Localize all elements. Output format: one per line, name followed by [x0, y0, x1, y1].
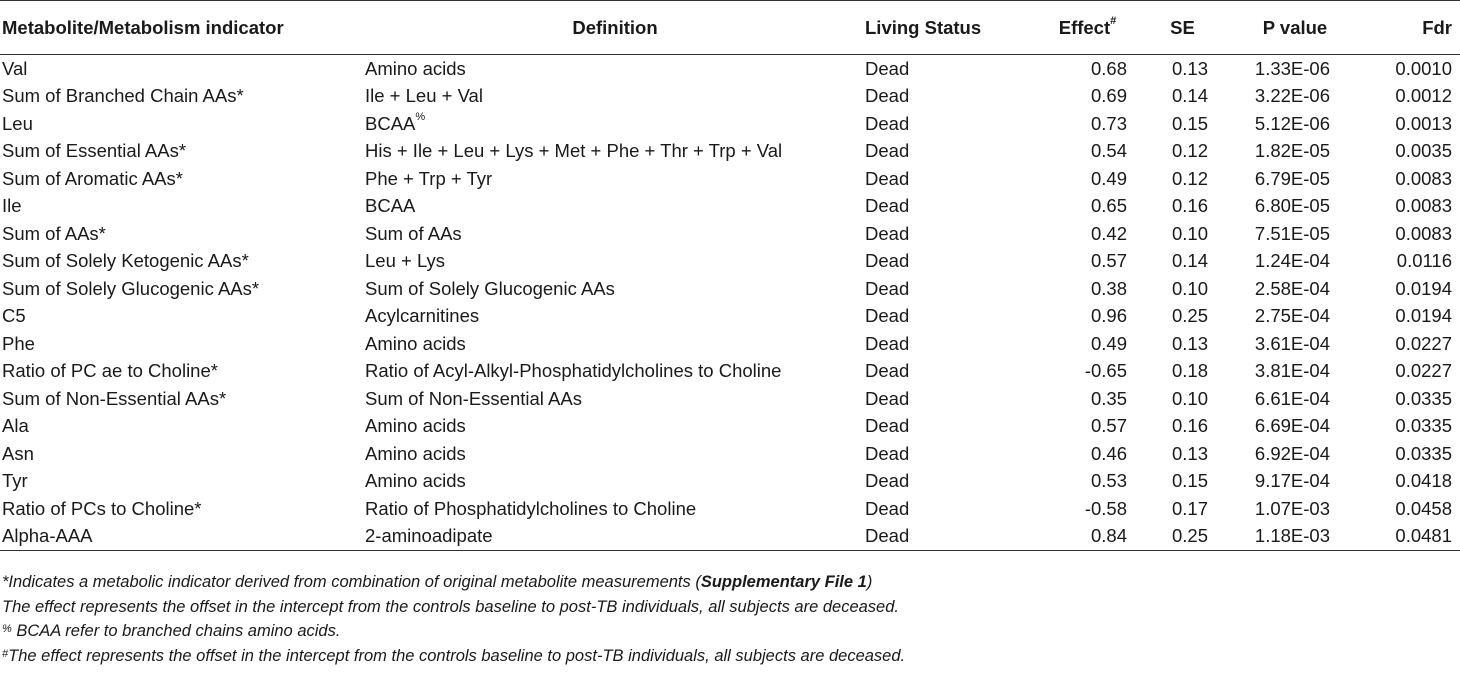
cell-living-status-text: Dead: [865, 222, 910, 244]
cell-p-value: [1220, 385, 1370, 413]
cell-definition-text: Amino acids: [365, 332, 466, 354]
cell-p-value-text: 1.24E-04: [1254, 250, 1330, 272]
table-row: [0, 138, 1460, 166]
cell-fdr-text: 0.0013: [1395, 112, 1452, 134]
cell-definition-text: Amino acids: [365, 442, 466, 464]
header-effect-label: Effect: [1058, 16, 1111, 38]
cell-effect: [1030, 275, 1145, 303]
cell-metabolite-text: Tyr: [2, 470, 28, 492]
cell-se: [1145, 330, 1220, 358]
cell-definition: [365, 110, 865, 138]
cell-metabolite: [0, 83, 365, 111]
cell-metabolite: [0, 440, 365, 468]
table-row: [0, 83, 1460, 111]
cell-fdr: [1370, 330, 1460, 358]
cell-effect-text: 0.49: [1090, 332, 1127, 354]
table-row: [0, 220, 1460, 248]
table-row: [0, 193, 1460, 221]
cell-effect: [1030, 193, 1145, 221]
cell-se: [1145, 165, 1220, 193]
cell-definition: [365, 303, 865, 331]
cell-fdr-text: 0.0227: [1395, 360, 1452, 382]
cell-metabolite-text: Ile: [2, 195, 22, 217]
header-p-value: P value: [1220, 1, 1370, 55]
cell-living-status: [865, 523, 1030, 551]
cell-living-status: [865, 110, 1030, 138]
cell-p-value-text: 3.81E-04: [1254, 360, 1330, 382]
cell-definition: [365, 220, 865, 248]
header-metabolite: Metabolite/Metabolism indicator: [0, 1, 365, 55]
cell-fdr-text: 0.0227: [1395, 332, 1452, 354]
cell-p-value-text: 6.80E-05: [1254, 195, 1330, 217]
table-row: [0, 303, 1460, 331]
cell-p-value: [1220, 275, 1370, 303]
cell-effect-text: 0.96: [1090, 305, 1127, 327]
cell-effect: [1030, 165, 1145, 193]
cell-p-value: [1220, 495, 1370, 523]
cell-se: [1145, 248, 1220, 276]
cell-effect: [1030, 440, 1145, 468]
cell-definition-text: Sum of Solely Glucogenic AAs: [365, 277, 615, 299]
cell-metabolite: [0, 248, 365, 276]
cell-se: [1145, 303, 1220, 331]
cell-se: [1145, 83, 1220, 111]
cell-se: [1145, 468, 1220, 496]
cell-definition: [365, 468, 865, 496]
footnote-1: [2, 570, 905, 595]
cell-metabolite: [0, 495, 365, 523]
cell-metabolite-text: Sum of Branched Chain AAs*: [2, 85, 244, 107]
cell-p-value: [1220, 358, 1370, 386]
cell-definition: [365, 330, 865, 358]
table-row: [0, 55, 1460, 83]
cell-effect: [1030, 523, 1145, 551]
cell-definition: [365, 55, 865, 83]
cell-metabolite-text: Ratio of PC ae to Choline*: [2, 360, 218, 382]
cell-se-text: 0.16: [1171, 195, 1208, 217]
cell-living-status-text: Dead: [865, 470, 910, 492]
cell-p-value: [1220, 220, 1370, 248]
cell-effect-text: 0.73: [1090, 112, 1127, 134]
cell-definition-text: BCAA: [365, 112, 416, 134]
cell-se: [1145, 385, 1220, 413]
cell-se: [1145, 275, 1220, 303]
table-row: [0, 358, 1460, 386]
cell-living-status-text: Dead: [865, 140, 910, 162]
cell-metabolite: [0, 55, 365, 83]
cell-definition-text: Sum of Non-Essential AAs: [365, 387, 582, 409]
header-se: SE: [1145, 1, 1220, 55]
cell-metabolite-text: Phe: [2, 332, 35, 354]
table-row: [0, 110, 1460, 138]
cell-fdr-text: 0.0083: [1395, 167, 1452, 189]
cell-effect-text: 0.35: [1090, 387, 1127, 409]
cell-p-value: [1220, 55, 1370, 83]
table-body: [0, 55, 1460, 551]
table-row: [0, 385, 1460, 413]
cell-se: [1145, 358, 1220, 386]
cell-se-text: 0.13: [1171, 57, 1208, 79]
cell-fdr: [1370, 165, 1460, 193]
cell-metabolite: [0, 413, 365, 441]
cell-se: [1145, 193, 1220, 221]
cell-se-text: 0.12: [1171, 140, 1208, 162]
cell-metabolite-text: Val: [2, 57, 28, 79]
cell-p-value: [1220, 523, 1370, 551]
cell-definition-text: Ile + Leu + Val: [365, 85, 483, 107]
cell-p-value: [1220, 110, 1370, 138]
cell-p-value-text: 6.69E-04: [1254, 415, 1330, 437]
cell-definition-text: Phe + Trp + Tyr: [365, 167, 493, 189]
cell-fdr: [1370, 385, 1460, 413]
cell-effect: [1030, 138, 1145, 166]
cell-living-status-text: Dead: [865, 415, 910, 437]
cell-living-status: [865, 468, 1030, 496]
cell-metabolite: [0, 303, 365, 331]
cell-fdr: [1370, 55, 1460, 83]
cell-p-value: [1220, 413, 1370, 441]
cell-living-status-text: Dead: [865, 57, 910, 79]
cell-living-status-text: Dead: [865, 195, 910, 217]
cell-se: [1145, 55, 1220, 83]
cell-effect-text: 0.49: [1090, 167, 1127, 189]
cell-p-value-text: 9.17E-04: [1254, 470, 1330, 492]
cell-effect-text: 0.65: [1090, 195, 1127, 217]
cell-p-value: [1220, 468, 1370, 496]
cell-fdr: [1370, 220, 1460, 248]
cell-p-value: [1220, 138, 1370, 166]
table-row: [0, 330, 1460, 358]
cell-definition-text: Leu + Lys: [365, 250, 446, 272]
cell-p-value: [1220, 248, 1370, 276]
cell-effect: [1030, 110, 1145, 138]
cell-living-status: [865, 83, 1030, 111]
cell-se-text: 0.14: [1171, 85, 1208, 107]
cell-living-status: [865, 165, 1030, 193]
cell-p-value: [1220, 165, 1370, 193]
cell-fdr-text: 0.0335: [1395, 415, 1452, 437]
cell-metabolite: [0, 165, 365, 193]
cell-definition: [365, 358, 865, 386]
cell-definition: [365, 385, 865, 413]
table-row: [0, 468, 1460, 496]
table-row: [0, 413, 1460, 441]
cell-se-text: 0.10: [1171, 387, 1208, 409]
cell-fdr: [1370, 440, 1460, 468]
cell-effect: [1030, 385, 1145, 413]
cell-effect: [1030, 495, 1145, 523]
cell-effect-text: 0.53: [1090, 470, 1127, 492]
cell-effect: [1030, 55, 1145, 83]
cell-p-value-text: 6.61E-04: [1254, 387, 1330, 409]
cell-living-status-text: Dead: [865, 497, 910, 519]
cell-definition: [365, 83, 865, 111]
cell-p-value-text: 3.61E-04: [1254, 332, 1330, 354]
cell-living-status: [865, 440, 1030, 468]
cell-effect: [1030, 83, 1145, 111]
cell-living-status: [865, 358, 1030, 386]
cell-se-text: 0.18: [1171, 360, 1208, 382]
cell-effect-text: -0.58: [1084, 497, 1127, 519]
cell-living-status-text: Dead: [865, 387, 910, 409]
table-row: [0, 523, 1460, 551]
cell-p-value-text: 5.12E-06: [1254, 112, 1330, 134]
cell-metabolite: [0, 275, 365, 303]
cell-p-value: [1220, 83, 1370, 111]
footnote-3: [2, 619, 905, 644]
cell-effect-text: 0.84: [1090, 525, 1127, 547]
cell-metabolite: [0, 358, 365, 386]
cell-fdr: [1370, 495, 1460, 523]
cell-living-status: [865, 275, 1030, 303]
cell-fdr: [1370, 413, 1460, 441]
footnote-4-sup: #: [2, 647, 9, 660]
cell-se-text: 0.17: [1171, 497, 1208, 519]
cell-metabolite-text: Sum of Solely Glucogenic AAs*: [2, 277, 260, 299]
cell-p-value: [1220, 303, 1370, 331]
cell-se-text: 0.13: [1171, 332, 1208, 354]
cell-definition: [365, 165, 865, 193]
cell-metabolite-text: Ratio of PCs to Choline*: [2, 497, 202, 519]
cell-p-value-text: 7.51E-05: [1254, 222, 1330, 244]
cell-metabolite-text: C5: [2, 305, 26, 327]
cell-se-text: 0.25: [1171, 525, 1208, 547]
footnote-1-bold: Supplementary File 1: [700, 573, 867, 591]
cell-definition-text: Acylcarnitines: [365, 305, 480, 327]
cell-living-status-text: Dead: [865, 85, 910, 107]
cell-fdr: [1370, 193, 1460, 221]
cell-fdr-text: 0.0418: [1395, 470, 1452, 492]
header-fdr: Fdr: [1370, 1, 1460, 55]
cell-definition: [365, 275, 865, 303]
cell-living-status: [865, 138, 1030, 166]
cell-p-value-text: 1.82E-05: [1254, 140, 1330, 162]
footnote-3-sup: %: [2, 623, 12, 635]
cell-effect-text: 0.69: [1090, 85, 1127, 107]
footnote-1-text: *Indicates a metabolic indicator derived from combination of original metabolite measurements (: [2, 573, 701, 591]
cell-effect-text: 0.57: [1090, 415, 1127, 437]
cell-p-value: [1220, 193, 1370, 221]
cell-fdr-text: 0.0194: [1395, 277, 1452, 299]
cell-effect-text: 0.54: [1090, 140, 1127, 162]
cell-metabolite-text: Sum of AAs*: [2, 222, 106, 244]
cell-living-status-text: Dead: [865, 442, 910, 464]
cell-p-value: [1220, 440, 1370, 468]
cell-definition: [365, 138, 865, 166]
cell-effect: [1030, 358, 1145, 386]
cell-p-value-text: 2.75E-04: [1254, 305, 1330, 327]
cell-metabolite: [0, 220, 365, 248]
cell-se-text: 0.14: [1171, 250, 1208, 272]
footnote-4: [2, 644, 905, 669]
footnote-4-text: The effect represents the offset in the intercept from the controls baseline to post-TB individuals, all subjects are deceased.: [8, 646, 906, 665]
cell-se-text: 0.12: [1171, 167, 1208, 189]
cell-effect-text: 0.68: [1090, 57, 1127, 79]
cell-metabolite-text: Sum of Aromatic AAs*: [2, 167, 183, 189]
cell-effect: [1030, 248, 1145, 276]
cell-fdr: [1370, 110, 1460, 138]
cell-definition: [365, 193, 865, 221]
cell-fdr-text: 0.0116: [1396, 250, 1452, 272]
cell-living-status-text: Dead: [865, 250, 910, 272]
cell-definition-text: BCAA: [365, 195, 416, 217]
table-row: [0, 275, 1460, 303]
cell-definition-sup: %: [415, 110, 426, 123]
cell-se-text: 0.10: [1171, 222, 1208, 244]
footnote-1-end: ): [866, 573, 873, 591]
cell-metabolite-text: Sum of Non-Essential AAs*: [2, 387, 227, 409]
cell-se: [1145, 523, 1220, 551]
cell-effect: [1030, 413, 1145, 441]
cell-definition-text: Amino acids: [365, 470, 466, 492]
cell-fdr: [1370, 468, 1460, 496]
table-footnotes: [2, 570, 905, 668]
cell-effect: [1030, 468, 1145, 496]
cell-metabolite-text: Ala: [2, 415, 29, 437]
cell-metabolite: [0, 193, 365, 221]
cell-effect: [1030, 220, 1145, 248]
table-row: [0, 165, 1460, 193]
cell-living-status: [865, 330, 1030, 358]
cell-definition: [365, 495, 865, 523]
table-row: [0, 440, 1460, 468]
cell-fdr: [1370, 275, 1460, 303]
cell-effect-text: 0.42: [1090, 222, 1127, 244]
cell-definition: [365, 440, 865, 468]
cell-se: [1145, 138, 1220, 166]
table-row: [0, 495, 1460, 523]
cell-fdr-text: 0.0458: [1395, 497, 1452, 519]
cell-fdr: [1370, 248, 1460, 276]
cell-fdr-text: 0.0010: [1395, 57, 1452, 79]
cell-definition: [365, 248, 865, 276]
cell-se-text: 0.15: [1171, 470, 1208, 492]
cell-living-status: [865, 55, 1030, 83]
cell-definition: [365, 413, 865, 441]
cell-definition-text: Sum of AAs: [365, 222, 462, 244]
cell-fdr-text: 0.0481: [1395, 525, 1452, 547]
cell-definition-text: Amino acids: [365, 415, 466, 437]
header-effect: [1030, 1, 1145, 55]
cell-definition-text: Ratio of Phosphatidylcholines to Choline: [365, 497, 697, 519]
header-effect-sup: #: [1110, 14, 1117, 27]
cell-living-status: [865, 193, 1030, 221]
cell-living-status-text: Dead: [865, 305, 910, 327]
table-row: [0, 248, 1460, 276]
cell-fdr: [1370, 138, 1460, 166]
cell-se-text: 0.16: [1171, 415, 1208, 437]
cell-se: [1145, 413, 1220, 441]
footnote-2: The effect represents the offset in the intercept from the controls baseline to post-TB individuals, all subjects are deceased.: [2, 597, 899, 616]
cell-effect-text: -0.65: [1084, 360, 1127, 382]
cell-living-status: [865, 220, 1030, 248]
cell-fdr-text: 0.0335: [1395, 442, 1452, 464]
cell-living-status-text: Dead: [865, 360, 910, 382]
cell-effect-text: 0.46: [1090, 442, 1127, 464]
cell-metabolite: [0, 468, 365, 496]
cell-se-text: 0.13: [1171, 442, 1208, 464]
cell-p-value: [1220, 330, 1370, 358]
cell-fdr-text: 0.0194: [1395, 305, 1452, 327]
cell-definition-text: His + Ile + Leu + Lys + Met + Phe + Thr + Trp + Val: [365, 140, 783, 162]
cell-definition-text: Amino acids: [365, 57, 466, 79]
cell-fdr: [1370, 523, 1460, 551]
cell-p-value-text: 1.07E-03: [1254, 497, 1330, 519]
cell-fdr-text: 0.0035: [1395, 140, 1452, 162]
cell-living-status-text: Dead: [865, 277, 910, 299]
cell-metabolite: [0, 138, 365, 166]
cell-definition-text: Ratio of Acyl-Alkyl-Phosphatidylcholines to Choline: [365, 360, 782, 382]
cell-fdr-text: 0.0083: [1395, 195, 1452, 217]
cell-metabolite-text: Sum of Solely Ketogenic AAs*: [2, 250, 249, 272]
cell-effect: [1030, 303, 1145, 331]
cell-definition-text: 2-aminoadipate: [365, 525, 493, 547]
cell-p-value-text: 1.18E-03: [1254, 525, 1330, 547]
cell-se: [1145, 110, 1220, 138]
cell-p-value-text: 3.22E-06: [1254, 85, 1330, 107]
cell-se: [1145, 220, 1220, 248]
cell-metabolite-text: Leu: [2, 112, 33, 134]
cell-fdr-text: 0.0335: [1395, 387, 1452, 409]
header-living-status: Living Status: [865, 1, 1030, 55]
cell-metabolite: [0, 330, 365, 358]
cell-metabolite-text: Asn: [2, 442, 34, 464]
cell-fdr: [1370, 303, 1460, 331]
cell-p-value-text: 2.58E-04: [1254, 277, 1330, 299]
cell-fdr-text: 0.0012: [1395, 85, 1452, 107]
cell-se: [1145, 440, 1220, 468]
cell-metabolite: [0, 110, 365, 138]
cell-fdr: [1370, 358, 1460, 386]
cell-effect-text: 0.38: [1090, 277, 1127, 299]
cell-se: [1145, 495, 1220, 523]
cell-fdr-text: 0.0083: [1395, 222, 1452, 244]
header-row: [0, 1, 1460, 55]
cell-se-text: 0.15: [1171, 112, 1208, 134]
cell-living-status: [865, 303, 1030, 331]
cell-se-text: 0.25: [1171, 305, 1208, 327]
cell-living-status-text: Dead: [865, 112, 910, 134]
cell-living-status-text: Dead: [865, 167, 910, 189]
cell-living-status: [865, 413, 1030, 441]
cell-metabolite-text: Sum of Essential AAs*: [2, 140, 187, 162]
cell-living-status-text: Dead: [865, 525, 910, 547]
cell-se-text: 0.10: [1171, 277, 1208, 299]
cell-metabolite: [0, 385, 365, 413]
cell-p-value-text: 6.79E-05: [1254, 167, 1330, 189]
cell-p-value-text: 1.33E-06: [1254, 57, 1330, 79]
cell-definition: [365, 523, 865, 551]
cell-living-status: [865, 385, 1030, 413]
cell-fdr: [1370, 83, 1460, 111]
cell-living-status: [865, 248, 1030, 276]
cell-metabolite-text: Alpha-AAA: [2, 525, 93, 547]
cell-effect: [1030, 330, 1145, 358]
footnote-3-text: BCAA refer to branched chains amino acids.: [11, 622, 341, 640]
header-definition: Definition: [365, 1, 865, 55]
cell-p-value-text: 6.92E-04: [1254, 442, 1330, 464]
cell-metabolite: [0, 523, 365, 551]
cell-living-status-text: Dead: [865, 332, 910, 354]
cell-effect-text: 0.57: [1090, 250, 1127, 272]
cell-living-status: [865, 495, 1030, 523]
